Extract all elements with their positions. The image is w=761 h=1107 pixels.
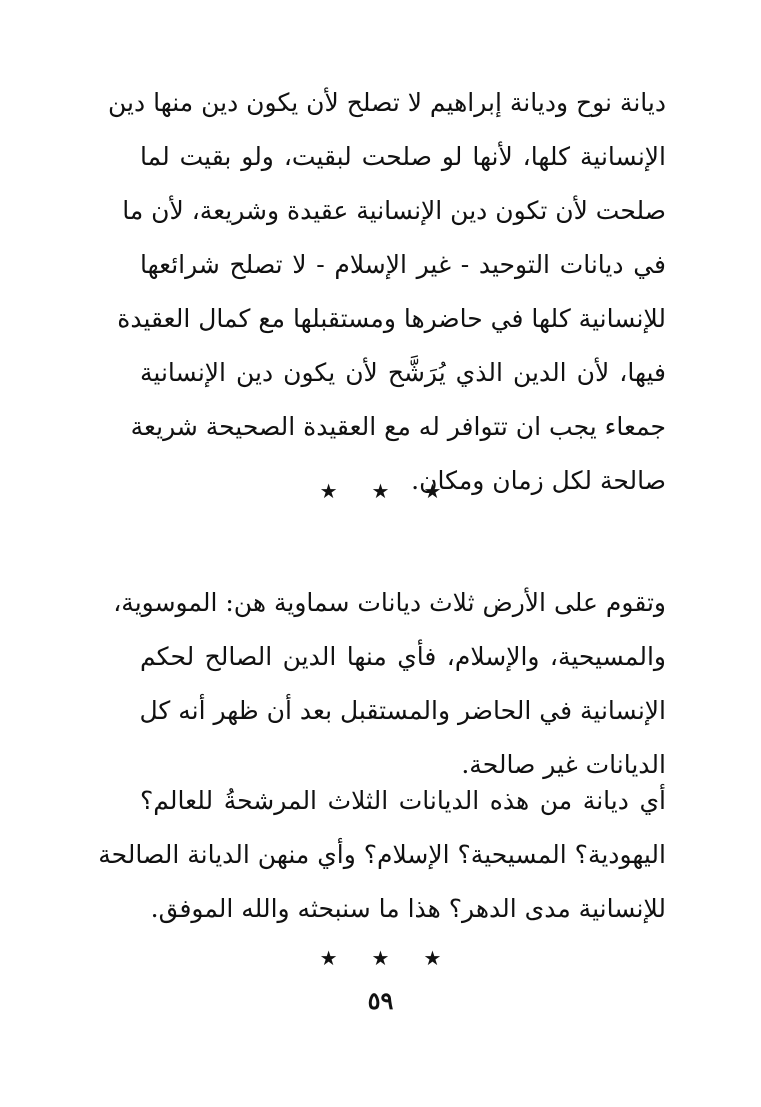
paragraph-1 [108,76,666,508]
section-separator-stars: ★★★ [319,479,476,503]
text-line: صالحة لكل زمان ومكان. [411,466,666,495]
section-separator-stars: ★★★ [319,946,476,970]
page-number: ٥٩ [367,986,394,1015]
text-line: وتقوم على الأرض ثلاث ديانات سماوية هن: الموسوية، [113,588,666,617]
text-line: الإنسانية كلها، لأنها لو صلحت لبقيت، ولو بقيت لما [140,142,666,171]
text-line: الديانات غير صالحة. [461,750,666,779]
text-line: ديانة نوح وديانة إبراهيم لا تصلح لأن يكون دين منها دين [108,88,666,117]
text-line: للإنسانية كلها في حاضرها ومستقبلها مع كمال العقيدة [117,304,666,333]
paragraph-3 [98,774,666,936]
text-line: للإنسانية مدى الدهر؟ هذا ما سنبحثه والله الموفق. [150,894,666,923]
text-line: أي ديانة من هذه الديانات الثلاث المرشحةُ للعالم؟ [140,786,666,815]
paragraph-2 [113,576,666,792]
text-line: الإنسانية في الحاضر والمستقبل بعد أن ظهر أنه كل [139,696,666,725]
text-line: والمسيحية، والإسلام، فأي منها الدين الصالح لحكم [140,642,666,671]
text-line: فيها، لأن الدين الذي يُرَشَّح لأن يكون دين الإنسانية [140,358,666,387]
text-line: صلحت لأن تكون دين الإنسانية عقيدة وشريعة، لأن ما [122,196,666,225]
text-line: اليهودية؟ المسيحية؟ الإسلام؟ وأي منهن الديانة الصالحة [98,840,666,869]
text-line: في ديانات التوحيد - غير الإسلام - لا تصلح شرائعها [140,250,666,279]
text-line: جمعاء يجب ان تتوافر له مع العقيدة الصحيحة شريعة [130,412,666,441]
